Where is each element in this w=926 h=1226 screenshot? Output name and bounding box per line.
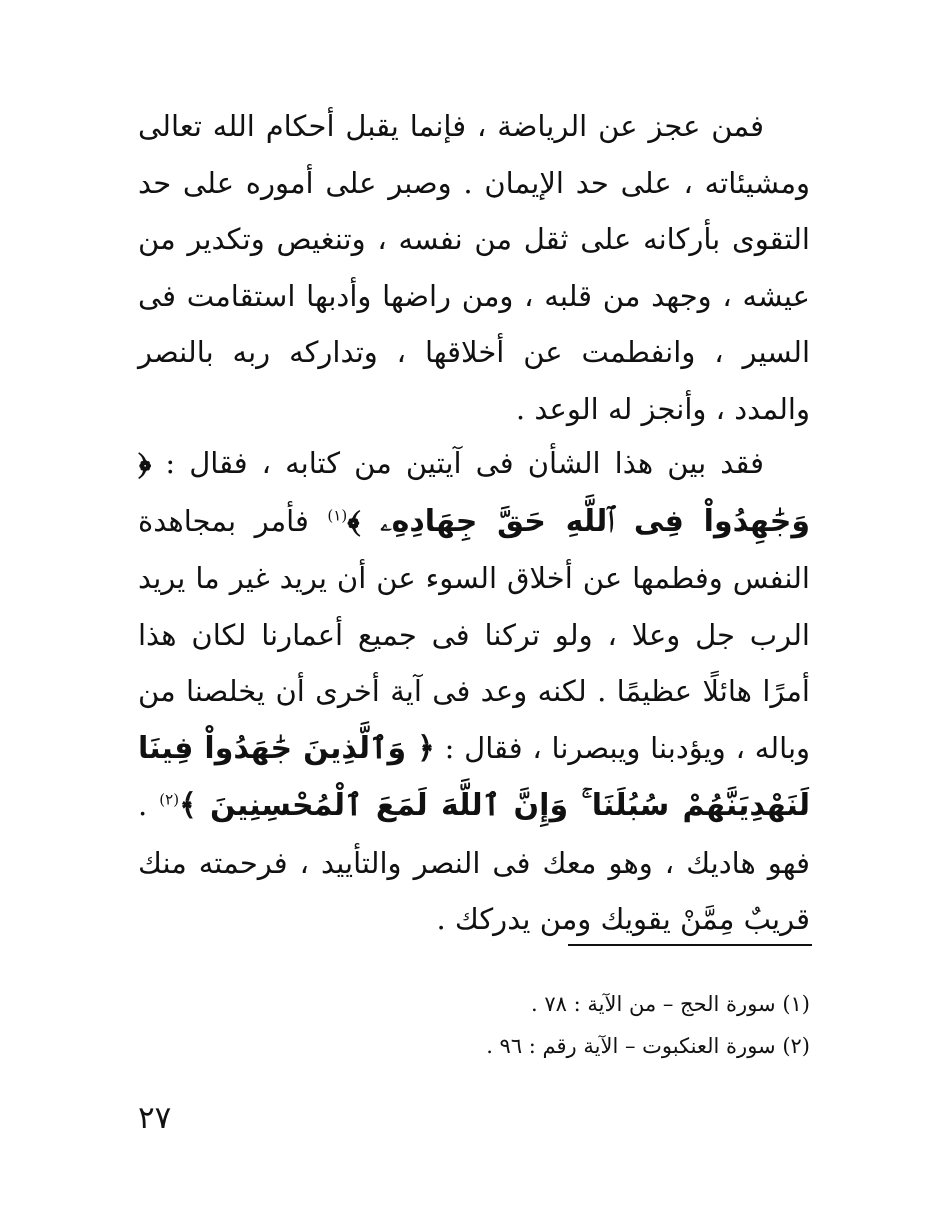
footnote-ref-2: (٢) [159, 790, 180, 809]
page-number: ٢٧ [138, 1100, 172, 1136]
paragraph-2 [138, 435, 810, 948]
quran-verse-2: ﴿ وَٱلَّذِينَ جَٰهَدُواْ فِينَا لَنَهْدِيَنَّهُمْ سُبُلَنَا ۚ وَإِنَّ ٱللَّهَ لَمَعَ ٱلْمُحْسِنِينَ ﴾ [138, 730, 811, 823]
footnotes [380, 983, 810, 1067]
footnote-1: (١) سورة الحج – من الآية : ٧٨ . [531, 992, 810, 1016]
paragraph-1 [138, 98, 810, 437]
footnote-separator [568, 944, 812, 946]
footnote-2: (٢) سورة العنكبوت – الآية رقم : ٩٦ . [486, 1034, 810, 1058]
paragraph-2-intro: فقد بين هذا الشأن فى آيتين من كتابه ، فقال : [165, 446, 764, 480]
paragraph-1-text: فمن عجز عن الرياضة ، فإنما يقبل أحكام الله تعالى ومشيئاته ، على حد الإيمان . وصبر على أموره على حد التقوى بأركانه على ثقل من نفسه ، وتنغيص وتكدير من عيشه ، وجهد من قلبه ، ومن راضها وأدبها استقامت فى السير ، وانفطمت عن أخلاقها ، وتداركه ربه بالنصر والمدد ، وأنجز له الوعد . [138, 109, 810, 426]
paragraph-2-end: . فهو هاديك ، وهو معك فى النصر والتأييد ، فرحمته منك قريبٌ مِمَّنْ يقويك ومن يدركك . [138, 788, 810, 936]
footnote-ref-1: (١) [327, 505, 348, 524]
paragraph-2-middle: فأمر بمجاهدة النفس وفطمها عن أخلاق السوء عن أن يريد غير ما يريد الرب جل وعلا ، ولو تركنا فى جميع أعمارنا لكان هذا أمرًا هائلًا عظيمًا . لكنه وعد فى آية أخرى أن يخلصنا من وباله ، ويؤدبنا ويبصرنا ، فقال : [138, 503, 811, 765]
quran-verse-1: ﴿ وَجَٰهِدُواْ فِى ٱللَّهِ حَقَّ جِهَادِهِۦ ﴾ [138, 446, 810, 539]
